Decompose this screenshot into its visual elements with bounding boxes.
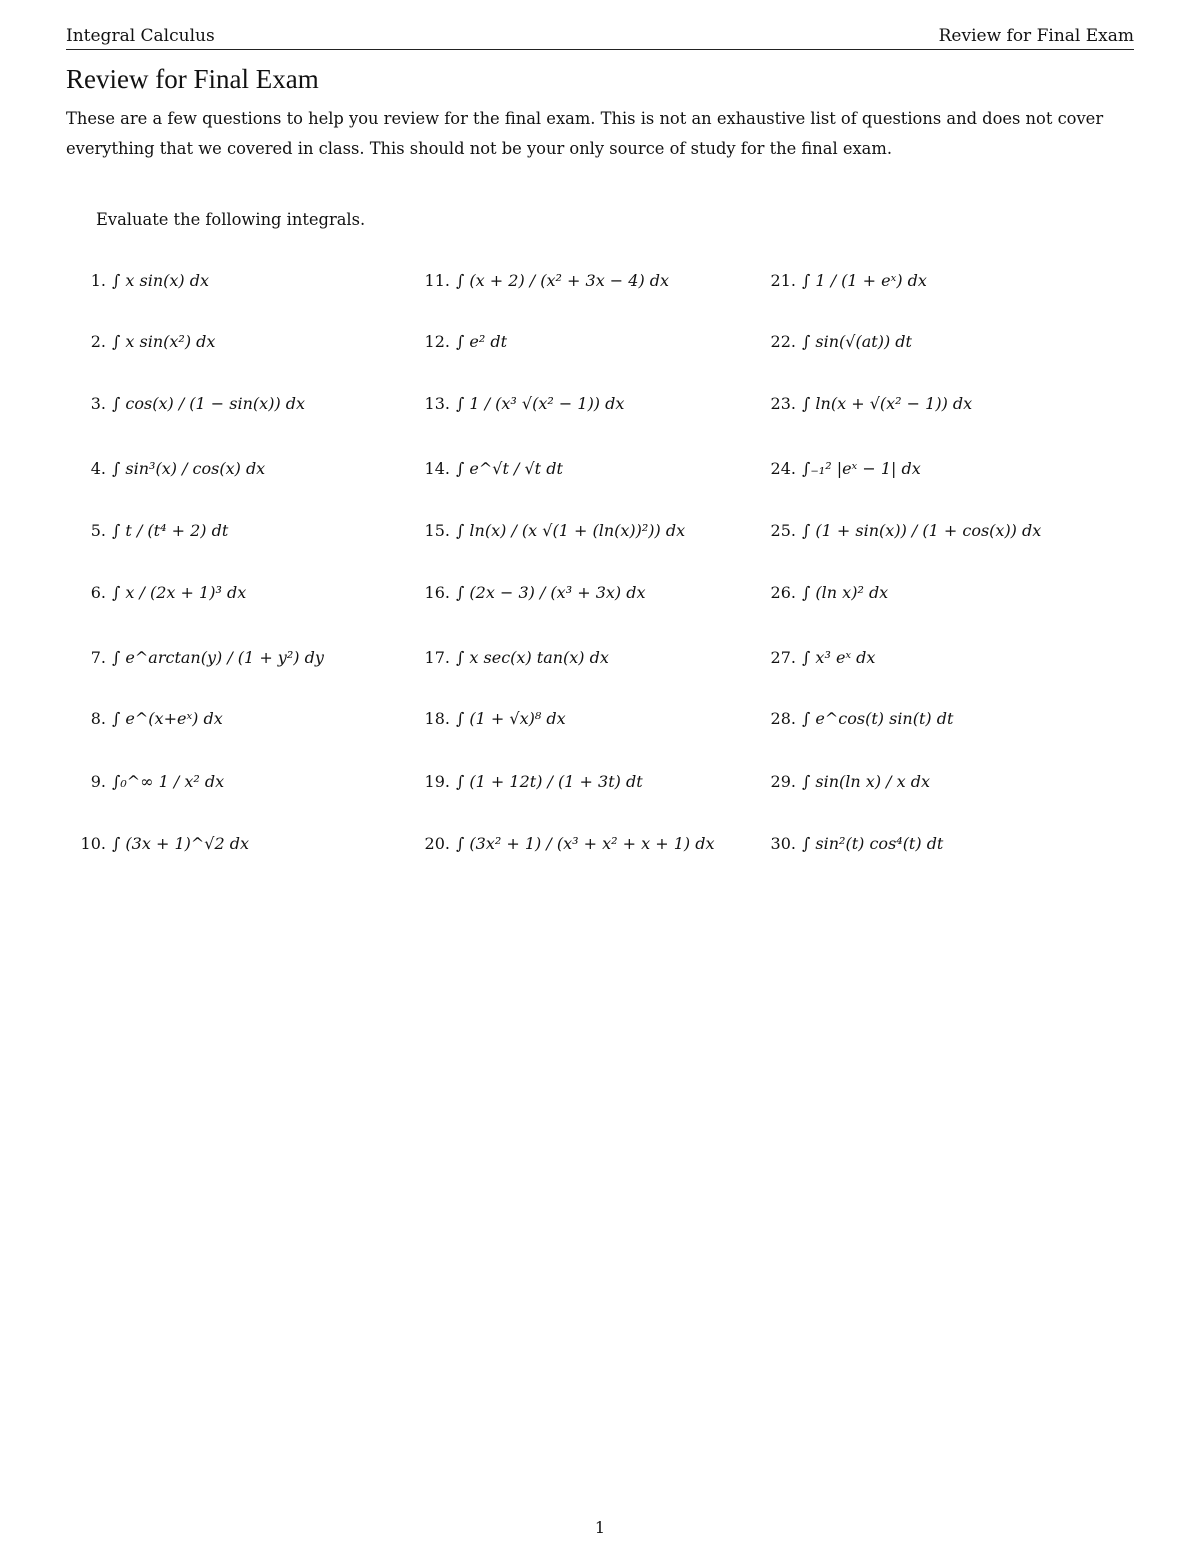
problem-number: 1. xyxy=(90,271,106,290)
problem-item xyxy=(62,459,265,478)
problem-number: 27. xyxy=(770,648,796,667)
problem-number: 24. xyxy=(770,459,796,478)
problem-number: 22. xyxy=(770,332,796,351)
problem-expression: ∫ (1 + 12t) / (1 + 3t) dt xyxy=(456,772,643,791)
problem-item xyxy=(752,394,972,413)
problem-item xyxy=(406,271,669,290)
problem-number: 13. xyxy=(424,394,450,413)
intro-paragraph: These are a few questions to help you review for the final exam. This is not an exhaustive list of questions and does not cover everything that we covered in class. This should not be your only source of study for the final exam. xyxy=(66,109,1104,158)
problem-item xyxy=(406,332,507,351)
problem-expression: ∫₀^∞ 1 / x² dx xyxy=(112,772,225,791)
page-title: Review for Final Exam xyxy=(66,64,319,94)
problem-expression: ∫₋₁² |eˣ − 1| dx xyxy=(802,459,921,478)
problem-item xyxy=(752,709,953,728)
problem-number: 20. xyxy=(424,834,450,853)
problem-item xyxy=(62,709,223,728)
problem-item xyxy=(62,648,324,667)
problem-expression: ∫ sin³(x) / cos(x) dx xyxy=(112,459,266,478)
problem-item xyxy=(406,772,643,791)
running-header-left: Integral Calculus xyxy=(66,26,215,46)
problem-number: 4. xyxy=(90,459,106,478)
problem-item xyxy=(62,583,246,602)
problem-expression: ∫ t / (t⁴ + 2) dt xyxy=(112,521,229,540)
problem-expression: ∫ e^cos(t) sin(t) dt xyxy=(802,709,954,728)
problem-item xyxy=(752,834,943,853)
problem-number: 11. xyxy=(424,271,450,290)
problem-number: 8. xyxy=(90,709,106,728)
problem-expression: ∫ ln(x + √(x² − 1)) dx xyxy=(802,394,973,413)
problem-expression: ∫ 1 / (1 + eˣ) dx xyxy=(802,271,927,290)
problem-number: 12. xyxy=(424,332,450,351)
problem-expression: ∫ 1 / (x³ √(x² − 1)) dx xyxy=(456,394,625,413)
problem-expression: ∫ (2x − 3) / (x³ + 3x) dx xyxy=(456,583,646,602)
problem-item xyxy=(406,709,566,728)
problem-expression: ∫ x³ eˣ dx xyxy=(802,648,876,667)
problem-expression: ∫ e² dt xyxy=(456,332,508,351)
problem-item xyxy=(406,459,563,478)
problem-number: 26. xyxy=(770,583,796,602)
problem-number: 30. xyxy=(770,834,796,853)
problem-item xyxy=(62,772,224,791)
problem-expression: ∫ sin(ln x) / x dx xyxy=(802,772,931,791)
problem-expression: ∫ (1 + √x)⁸ dx xyxy=(456,709,566,728)
problem-item xyxy=(752,459,921,478)
problem-number: 5. xyxy=(90,521,106,540)
problem-number: 17. xyxy=(424,648,450,667)
problem-expression: ∫ (ln x)² dx xyxy=(802,583,889,602)
problem-number: 3. xyxy=(90,394,106,413)
problem-expression: ∫ (1 + sin(x)) / (1 + cos(x)) dx xyxy=(802,521,1042,540)
problem-item xyxy=(406,521,685,540)
problem-expression: ∫ (3x² + 1) / (x³ + x² + x + 1) dx xyxy=(456,834,715,853)
problem-expression: ∫ e^√t / √t dt xyxy=(456,459,563,478)
problem-number: 9. xyxy=(90,772,106,791)
problem-expression: ∫ sin(√(at)) dt xyxy=(802,332,912,351)
problem-item xyxy=(406,583,645,602)
problem-item xyxy=(406,834,715,853)
problem-expression: ∫ x sin(x) dx xyxy=(112,271,210,290)
problem-number: 23. xyxy=(770,394,796,413)
problem-number: 28. xyxy=(770,709,796,728)
problem-item xyxy=(752,583,888,602)
problem-number: 7. xyxy=(90,648,106,667)
problem-number: 6. xyxy=(90,583,106,602)
problem-expression: ∫ e^arctan(y) / (1 + y²) dy xyxy=(112,648,324,667)
problem-item xyxy=(62,521,228,540)
problem-item xyxy=(406,648,609,667)
problem-item xyxy=(62,332,215,351)
page-number: 1 xyxy=(594,1518,606,1537)
problem-expression: ∫ x sin(x²) dx xyxy=(112,332,216,351)
problem-number: 14. xyxy=(424,459,450,478)
problem-item xyxy=(752,332,912,351)
problem-expression: ∫ x sec(x) tan(x) dx xyxy=(456,648,609,667)
problem-number: 15. xyxy=(424,521,450,540)
problem-item xyxy=(62,394,305,413)
problem-expression: ∫ e^(x+eˣ) dx xyxy=(112,709,223,728)
problem-item xyxy=(752,271,927,290)
problem-number: 29. xyxy=(770,772,796,791)
problem-expression: ∫ (x + 2) / (x² + 3x − 4) dx xyxy=(456,271,670,290)
problem-item xyxy=(752,772,930,791)
problem-expression: ∫ x / (2x + 1)³ dx xyxy=(112,583,247,602)
problem-item xyxy=(62,271,209,290)
running-header-right: Review for Final Exam xyxy=(938,26,1134,46)
problem-item xyxy=(406,394,624,413)
problem-expression: ∫ (3x + 1)^√2 dx xyxy=(112,834,249,853)
problem-number: 25. xyxy=(770,521,796,540)
problem-expression: ∫ ln(x) / (x √(1 + (ln(x))²)) dx xyxy=(456,521,686,540)
problem-expression: ∫ cos(x) / (1 − sin(x)) dx xyxy=(112,394,306,413)
problem-item xyxy=(62,834,249,853)
problem-item xyxy=(752,521,1041,540)
instruction-text: Evaluate the following integrals. xyxy=(96,210,366,229)
problem-number: 16. xyxy=(424,583,450,602)
problem-number: 2. xyxy=(90,332,106,351)
problem-expression: ∫ sin²(t) cos⁴(t) dt xyxy=(802,834,944,853)
problem-item xyxy=(752,648,875,667)
problem-number: 18. xyxy=(424,709,450,728)
problem-number: 19. xyxy=(424,772,450,791)
problem-number: 10. xyxy=(80,834,106,853)
problem-number: 21. xyxy=(770,271,796,290)
